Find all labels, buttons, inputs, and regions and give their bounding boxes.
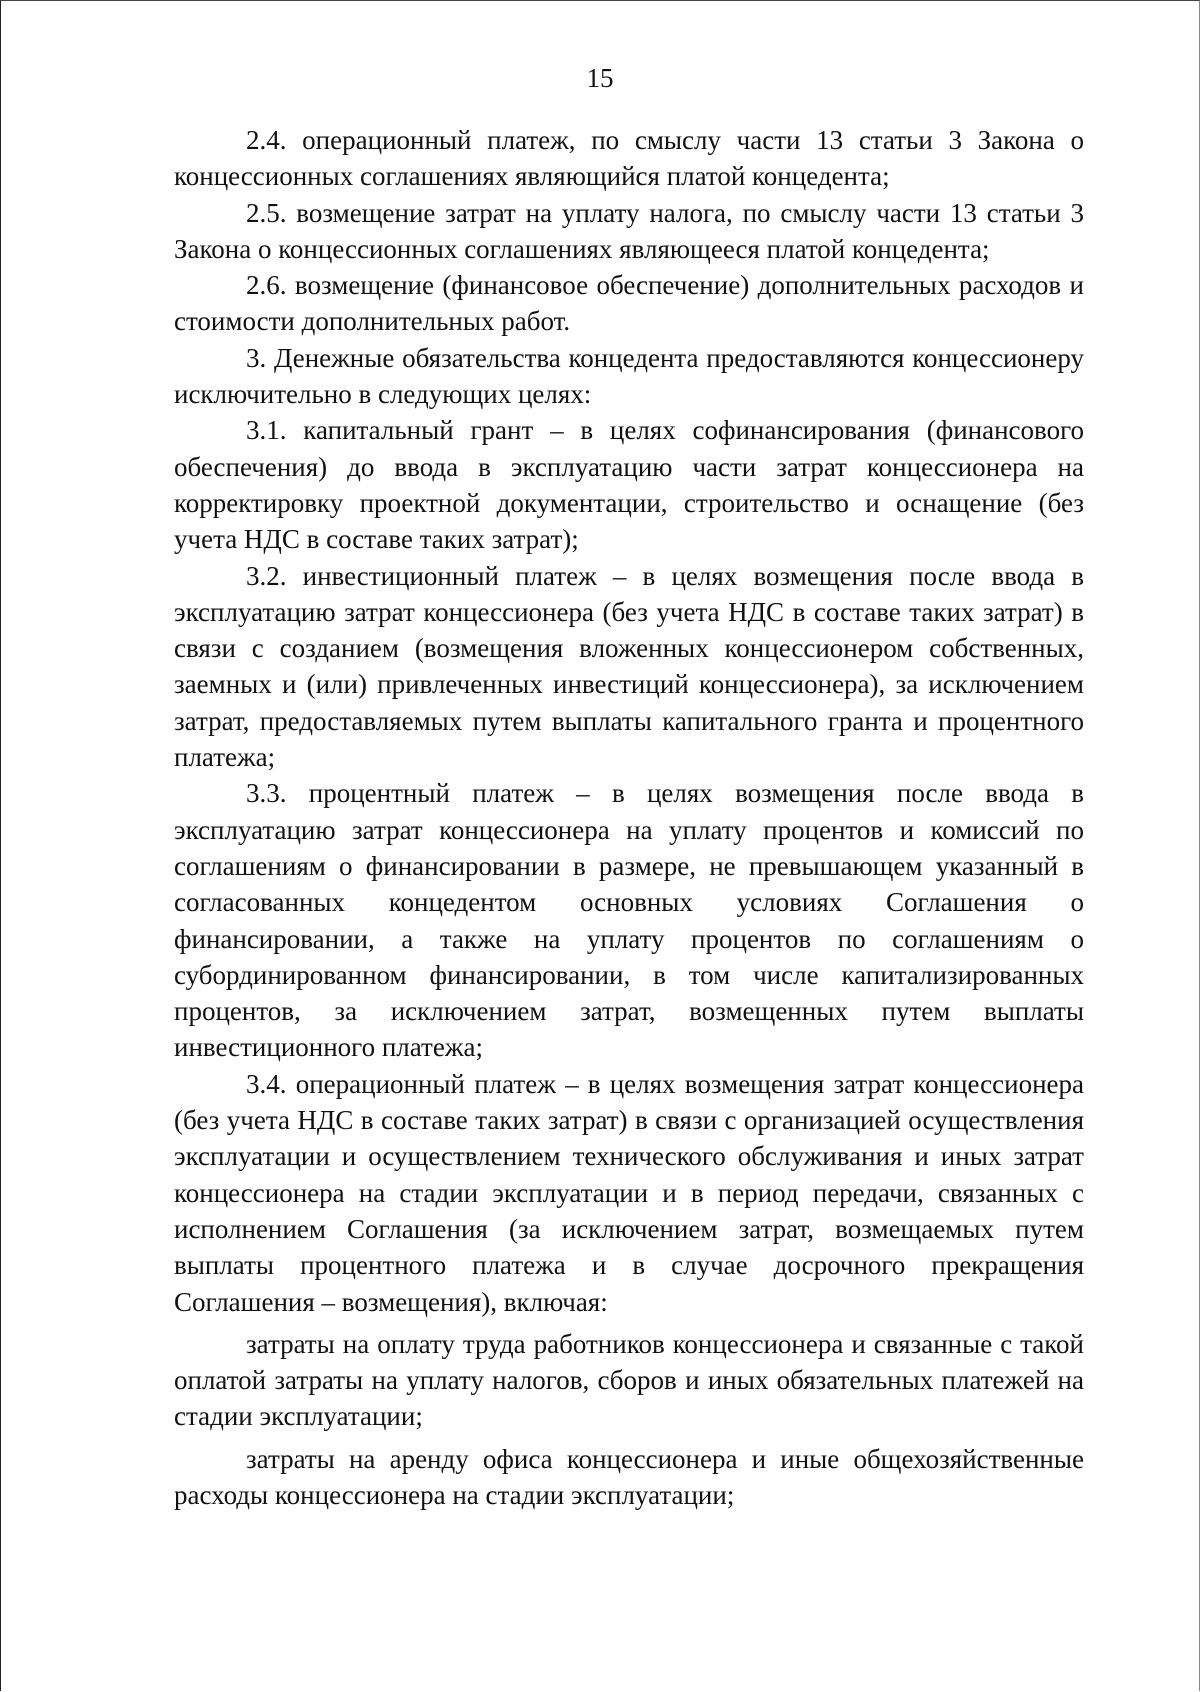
paragraph-2-4: 2.4. операционный платеж, по смыслу части 13 статьи 3 Закона о концессионных соглашениях являющийся платой концедента;	[174, 125, 1084, 192]
paragraph-3-3: 3.3. процентный платеж – в целях возмещения после ввода в эксплуатацию затрат концессионера на уплату процентов и комиссий по соглашениям о финансировании в размере, не превышающем указанный в согласованных концедентом основных условиях Соглашения о финансировании, а также на уплату процентов по соглашениям о субординированном финансировании, в том числе капитализированных процентов, за исключением затрат, возмещенных путем выплаты инвестиционного платежа;	[174, 778, 1084, 1063]
paragraph-3-1: 3.1. капитальный грант – в целях софинансирования (финансового обеспечения) до ввода в эксплуатацию части затрат концессионера на корректировку проектной документации, строительство и оснащение (без учета НДС в составе таких затрат);	[174, 415, 1084, 555]
page-number: 15	[586, 63, 614, 93]
list-item-office-rent: затраты на аренду офиса концессионера и иные общехозяйственные расходы концессионера на стадии эксплуатации;	[174, 1443, 1084, 1510]
list-item-labor-costs: затраты на оплату труда работников концессионера и связанные с такой оплатой затраты на уплату налогов, сборов и иных обязательных платежей на стадии эксплуатации;	[174, 1328, 1084, 1432]
paragraph-2-6: 2.6. возмещение (финансовое обеспечение) дополнительных расходов и стоимости дополнительных работ.	[174, 270, 1084, 337]
paragraph-3-2: 3.2. инвестиционный платеж – в целях возмещения после ввода в эксплуатацию затрат концессионера (без учета НДС в составе таких затрат) в связи с созданием (возмещения вложенных концессионером собственных, заемных и (или) привлеченных инвестиций концессионера), за исключением затрат, предоставляемых путем выплаты капитального гранта и процентного платежа;	[174, 560, 1084, 773]
paragraph-3: 3. Денежные обязательства концедента предоставляются концессионеру исключительно в следующих целях:	[174, 342, 1084, 410]
paragraph-3-4: 3.4. операционный платеж – в целях возмещения затрат концессионера (без учета НДС в составе таких затрат) в связи с организацией осуществления эксплуатации и осуществлением технического обслуживания и иных затрат концессионера на стадии эксплуатации и в период передачи, связанных с исполнением Соглашения (за исключением затрат, возмещаемых путем выплаты процентного платежа и в случае досрочного прекращения Соглашения – возмещения), включая:	[174, 1068, 1084, 1317]
document-body	[174, 122, 1084, 1513]
paragraph-2-5: 2.5. возмещение затрат на уплату налога, по смыслу части 13 статьи 3 Закона о концессионных соглашениях являющееся платой концедента;	[174, 197, 1084, 264]
